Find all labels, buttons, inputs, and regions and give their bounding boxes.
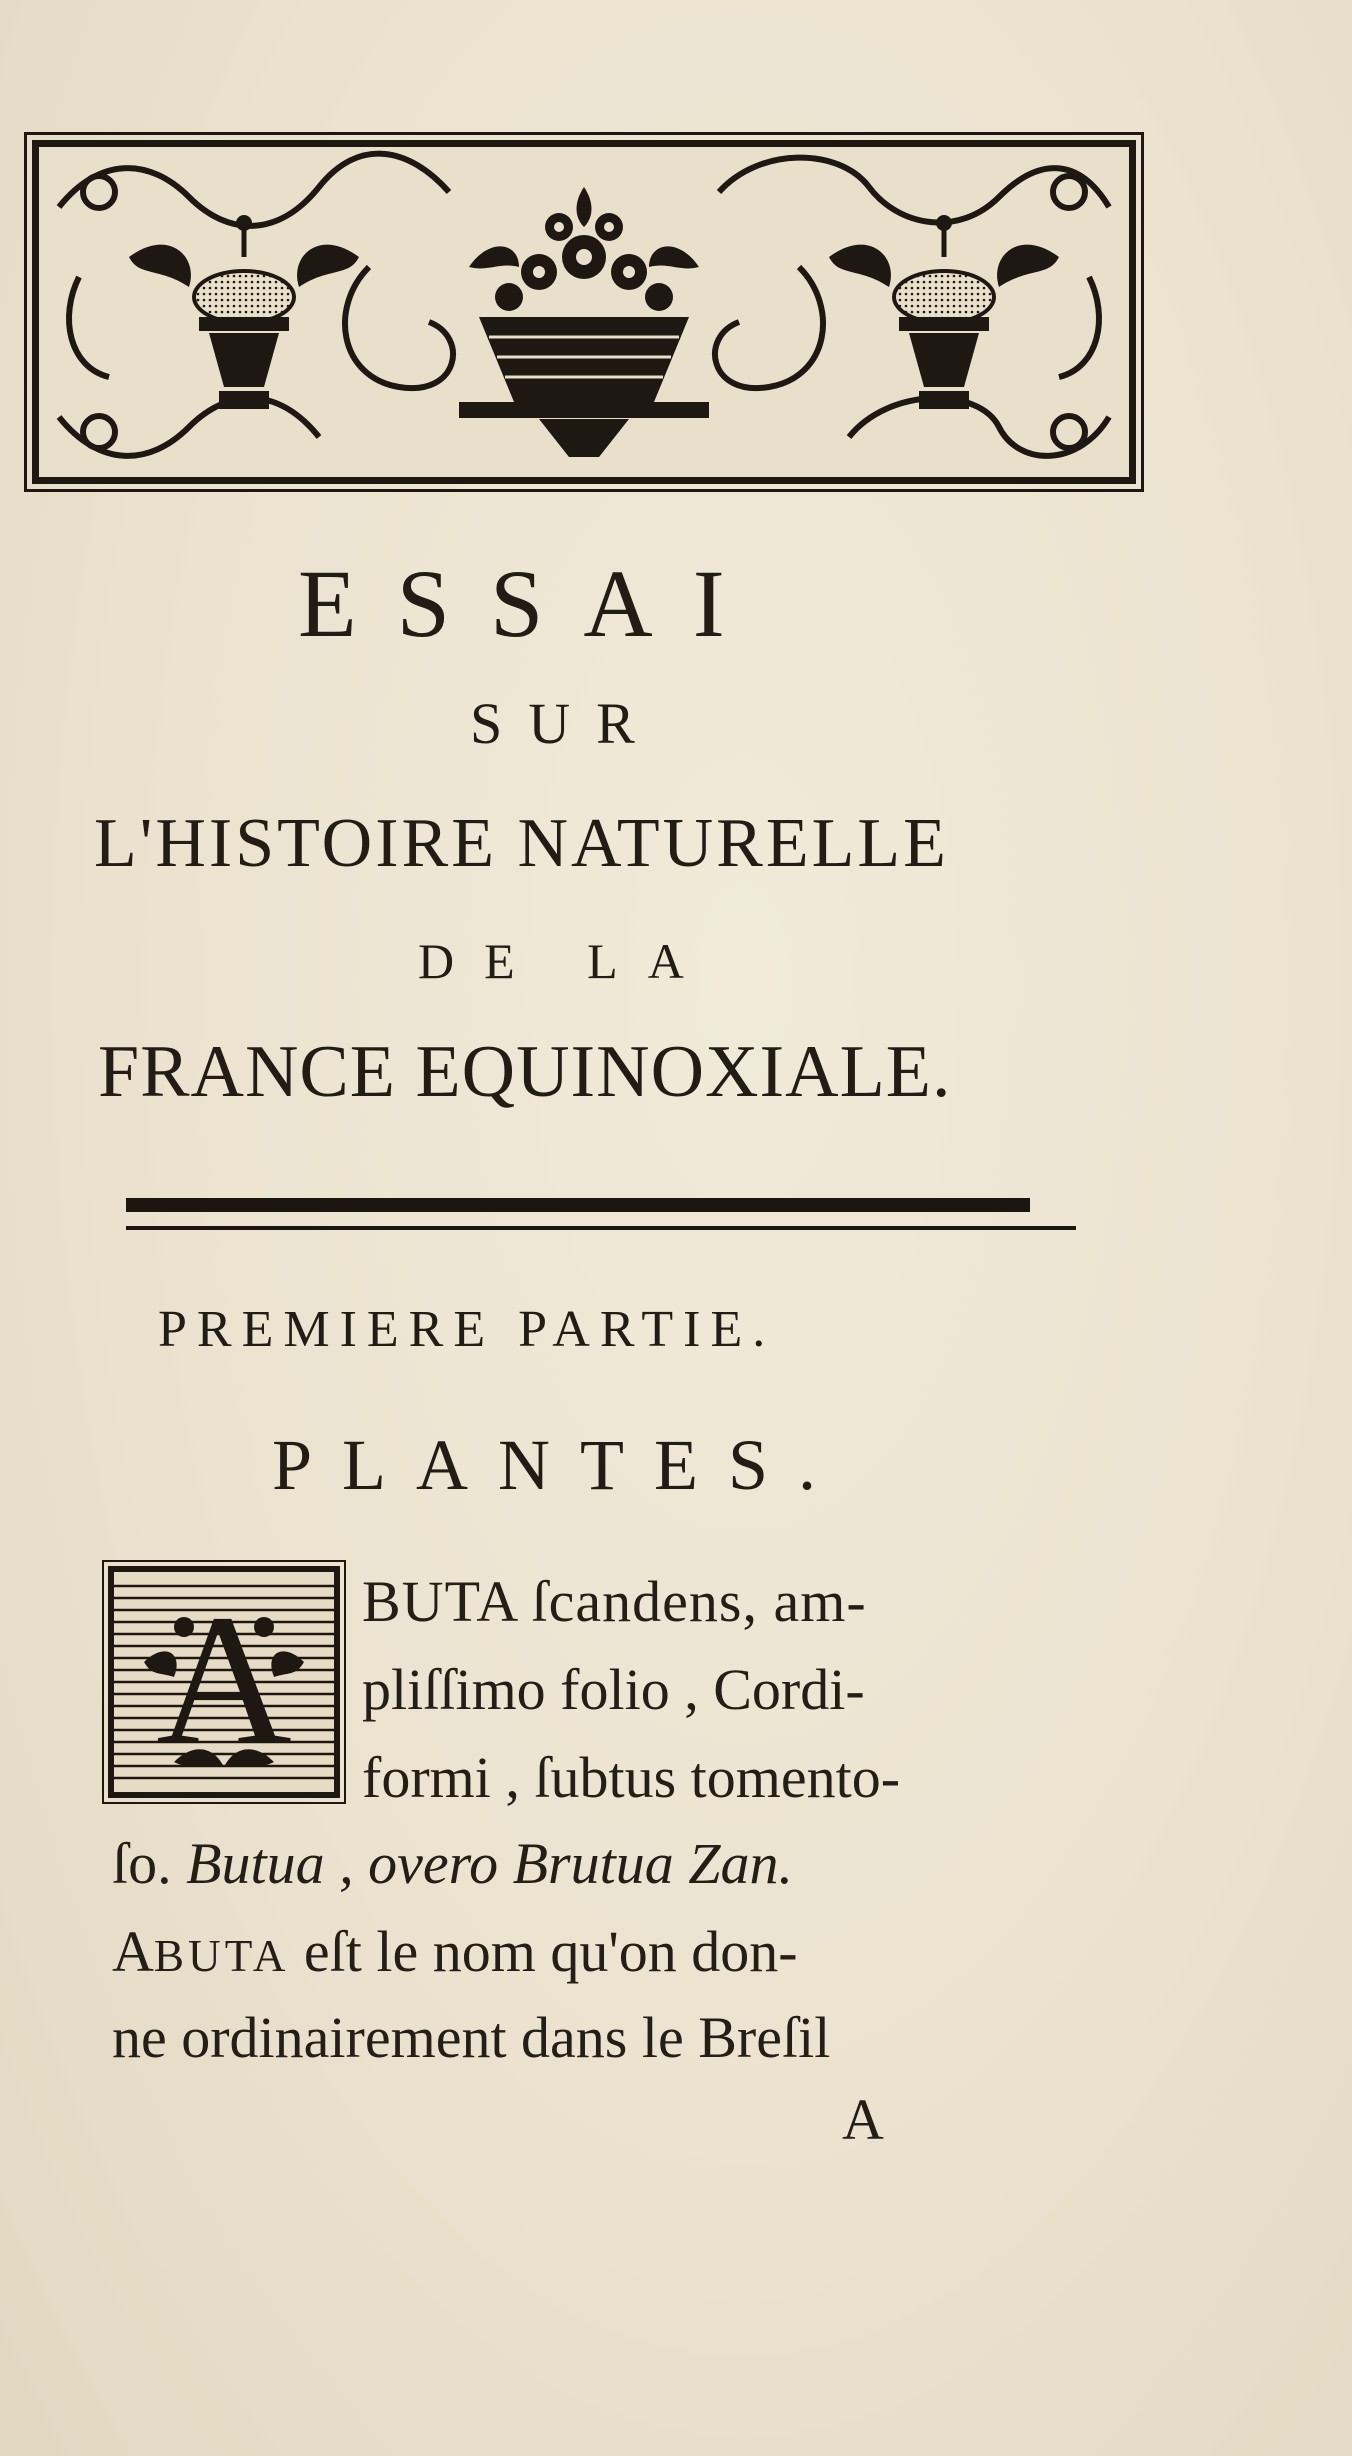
catchword: A [842, 2087, 884, 2152]
entry-line-4-italic: Butua , overo Brutua Zan. [186, 1831, 793, 1896]
divider-thick [126, 1198, 1030, 1212]
entry-line-3: formi , ſubtus tomento- [362, 1745, 901, 1810]
section-part: PREMIERE PARTIE. [158, 1301, 776, 1358]
ornamental-headpiece [32, 140, 1136, 484]
entry-line-5-rest: eſt le nom qu'on don- [289, 1919, 798, 1984]
entry-line-5 [112, 1918, 798, 1985]
entry-line-6: ne ordinairement dans le Breſil [112, 2005, 831, 2070]
entry-line-1: BUTA ſcandens, am- [362, 1569, 867, 1634]
title-histoire-naturelle: L'HISTOIRE NATURELLE [94, 805, 949, 882]
title-france-equinoxiale: FRANCE EQUINOXIALE. [98, 1031, 952, 1113]
entry-line-2: pliſſimo folio , Cordi- [362, 1657, 865, 1722]
entry-line-5-lead: A [112, 1919, 154, 1984]
drop-cap-letter: A [156, 1575, 292, 1784]
entry-line-4 [112, 1830, 793, 1897]
title-essai: ESSAI [298, 550, 765, 657]
title-sur: SUR [470, 691, 661, 756]
entry-line-4-roman: ſo. [112, 1831, 187, 1896]
divider-thin [126, 1226, 1076, 1230]
entry-line-5-smallcaps: BUTA [153, 1931, 290, 1981]
ornamental-headpiece-icon [39, 147, 1129, 477]
drop-cap-block [108, 1566, 340, 1798]
title-de-la: DE LA [418, 933, 714, 989]
section-heading: PLANTES. [272, 1425, 847, 1505]
